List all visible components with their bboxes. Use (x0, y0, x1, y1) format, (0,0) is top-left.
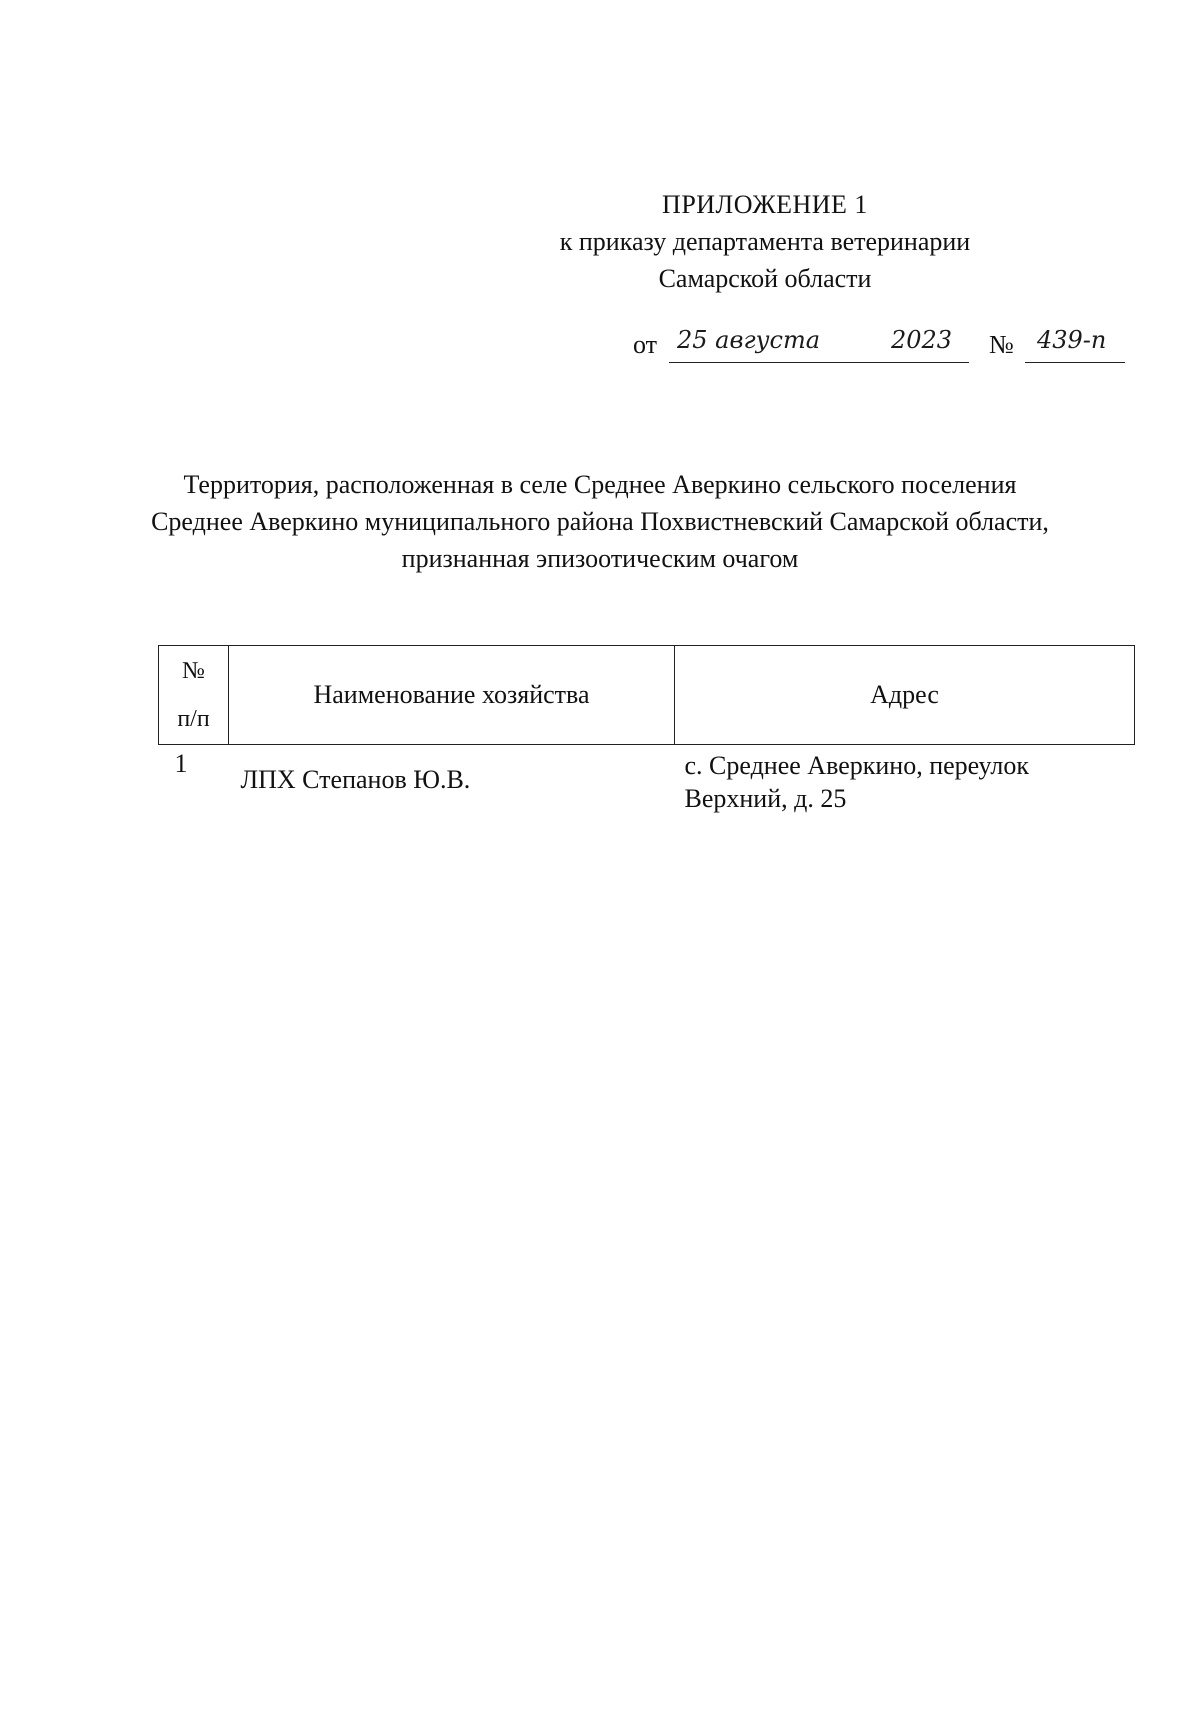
order-number-handwritten: 439-п (1037, 326, 1107, 354)
table-header-row (159, 646, 1135, 745)
date-underline (669, 362, 969, 363)
document-title: Территория, расположенная в селе Среднее Аверкино сельского поселения Среднее Аверкино муниципального района Похвистневский Самарской области, признанная эпизоотическим очагом (151, 470, 1049, 573)
order-date-number-line (633, 326, 1125, 366)
appendix-title: ПРИЛОЖЕНИЕ 1 (662, 190, 868, 219)
order-from-label: от (633, 330, 658, 359)
row-number-cell: 1 (174, 749, 188, 778)
column-header-address: Адрес (675, 646, 1135, 745)
appendix-header (485, 186, 1045, 297)
table-row (159, 745, 1135, 816)
order-date-handwritten: 25 августа (677, 326, 821, 354)
column-header-name: Наименование хозяйства (229, 646, 675, 745)
column-header-number-line1: № (182, 658, 205, 684)
column-header-number (159, 646, 229, 745)
order-number-label: № (989, 330, 1014, 359)
holding-address-cell: с. Среднее Аверкино, переулок Верхний, д. 25 (684, 751, 1030, 813)
number-underline (1025, 362, 1125, 363)
column-header-number-line2: п/п (177, 706, 210, 732)
appendix-region: Самарской области (658, 264, 872, 293)
holdings-table (158, 645, 1135, 815)
holding-name-cell: ЛПХ Степанов Ю.В. (240, 765, 471, 794)
appendix-order-reference: к приказу департамента ветеринарии (559, 227, 971, 256)
order-year-handwritten: 2023 (891, 326, 953, 354)
